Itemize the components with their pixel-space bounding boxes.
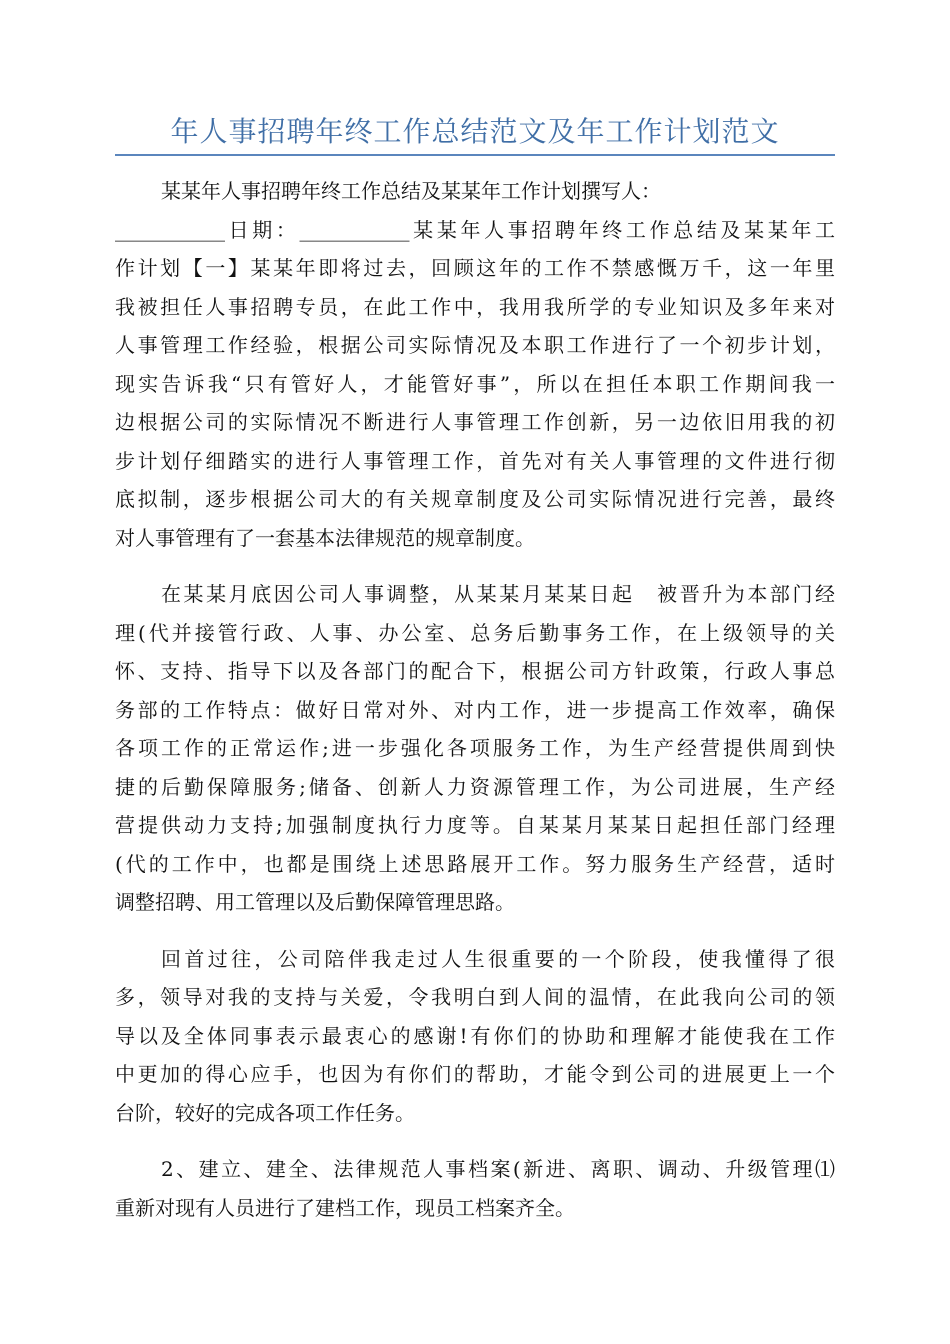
text-line: 怀、支持、指导下以及各部门的配合下，根据公司方针政策，行政人事总 xyxy=(115,659,835,683)
title-underline xyxy=(115,154,835,156)
text-line: 理(代并接管行政、人事、办公室、总务后勤事务工作，在上级领导的关 xyxy=(115,620,835,645)
paragraph-2 xyxy=(115,575,835,922)
text-line: 我被担任人事招聘专员，在此工作中，我用我所学的专业知识及多年来对 xyxy=(115,294,835,319)
text-line: 边根据公司的实际情况不断进行人事管理工作创新，另一边依旧用我的初 xyxy=(115,410,835,434)
document-title: 年人事招聘年终工作总结范文及年工作计划范文 xyxy=(170,115,780,148)
text-line: 捷的后勤保障服务;储备、创新人力资源管理工作，为公司进展，生产经 xyxy=(115,774,835,799)
text-line: 作计划【一】某某年即将过去，回顾这年的工作不禁感慨万千，这一年里 xyxy=(115,256,835,280)
text-line: 务部的工作特点：做好日常对外、对内工作，进一步提高工作效率，确保 xyxy=(115,697,835,722)
text-line: (代的工作中，也都是围绕上述思路展开工作。努力服务生产经营，适时 xyxy=(115,851,835,876)
document-body xyxy=(115,172,835,1245)
text-line: 在某某月底因公司人事调整，从某某月某某日起 被晋升为本部门经 xyxy=(161,582,835,606)
text-line: 底拟制，逐步根据公司大的有关规章制度及公司实际情况进行完善，最终 xyxy=(115,487,835,511)
text-line: 导以及全体同事表示最衷心的感谢!有你们的协助和理解才能使我在工作 xyxy=(115,1023,835,1048)
text-line: ___________日期：___________某某年人事招聘年终工作总结及某某年工 xyxy=(115,217,835,242)
paragraph-4 xyxy=(115,1150,835,1227)
text-line: 人事管理工作经验，根据公司实际情况及本职工作进行了一个初步计划， xyxy=(115,333,835,357)
text-line: 回首过往，公司陪伴我走过人生很重要的一个阶段，使我懂得了很 xyxy=(161,946,835,971)
text-line: 现实告诉我“只有管好人，才能管好事”，所以在担任本职工作期间我一 xyxy=(115,371,835,396)
text-line: 营提供动力支持;加强制度执行力度等。自某某月某某日起担任部门经理 xyxy=(115,813,835,837)
text-line: 重新对现有人员进行了建档工作，现员工档案齐全。 xyxy=(115,1195,575,1220)
text-line: 各项工作的正常运作;进一步强化各项服务工作，为生产经营提供周到快 xyxy=(115,736,835,760)
text-line: 台阶，较好的完成各项工作任务。 xyxy=(115,1100,415,1125)
text-line: 某某年人事招聘年终工作总结及某某年工作计划撰写人： xyxy=(161,179,661,203)
text-line: 2、建立、建全、法律规范人事档案(新进、离职、调动、升级管理⑴ xyxy=(161,1157,835,1181)
paragraph-3 xyxy=(115,940,835,1133)
paragraph-1 xyxy=(115,172,835,557)
text-line: 中更加的得心应手，也因为有你们的帮助，才能令到公司的进展更上一个 xyxy=(115,1062,835,1086)
text-line: 对人事管理有了一套基本法律规范的规章制度。 xyxy=(115,525,535,550)
text-line: 调整招聘、用工管理以及后勤保障管理思路。 xyxy=(115,890,515,914)
text-line: 步计划仔细踏实的进行人事管理工作，首先对有关人事管理的文件进行彻 xyxy=(115,448,835,473)
text-line: 多，领导对我的支持与关爱，令我明白到人间的温情，在此我向公司的领 xyxy=(115,985,835,1009)
